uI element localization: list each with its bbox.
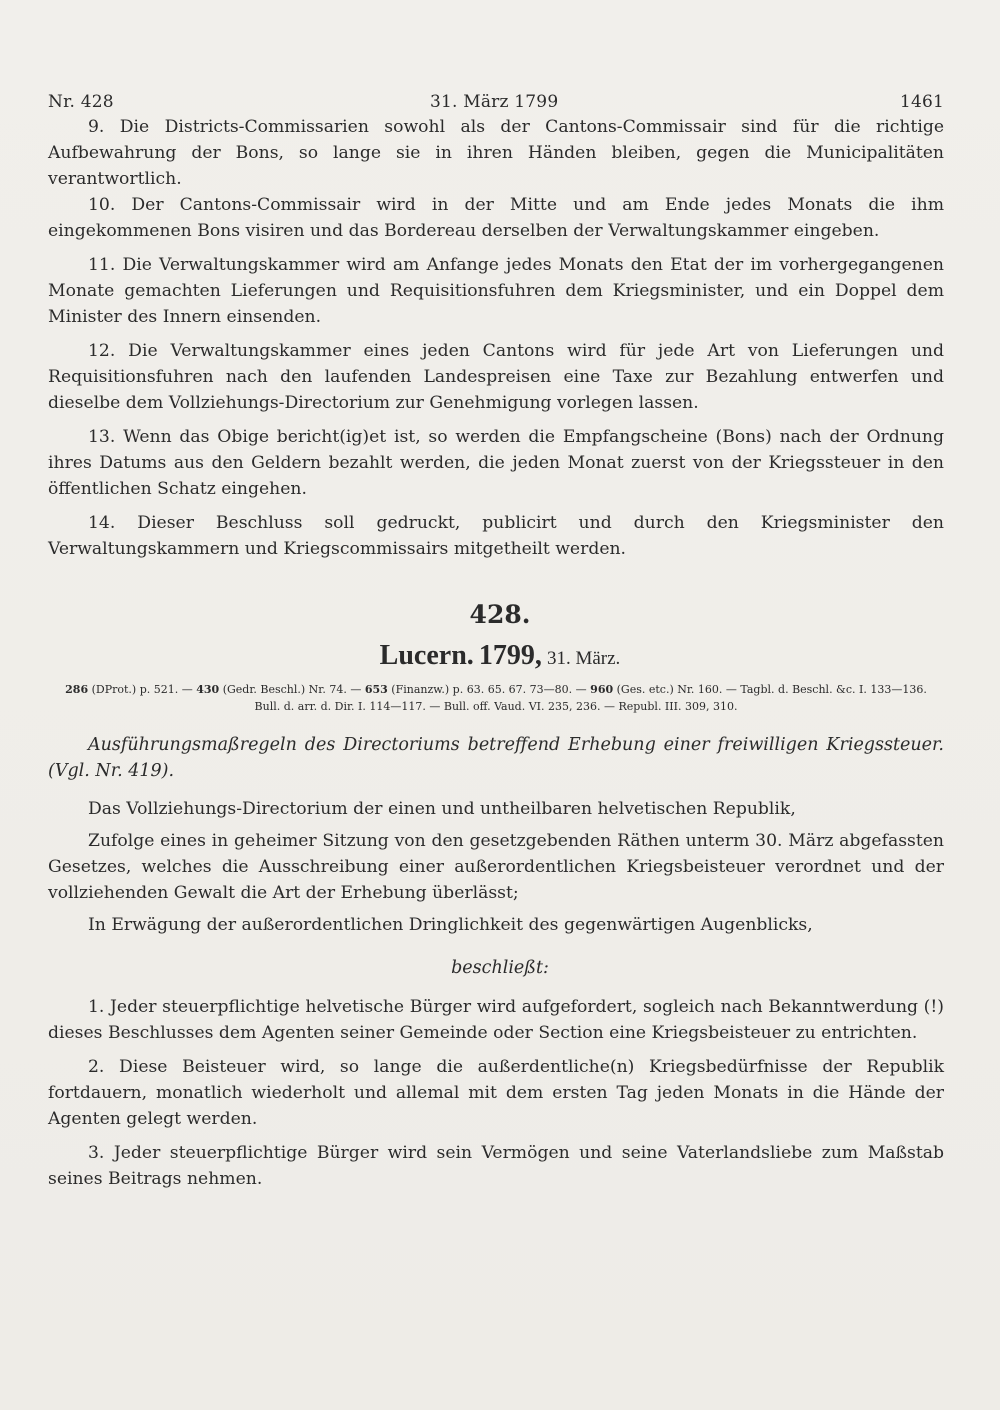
header-document-number: Nr. 428 — [48, 92, 114, 112]
ref-text: (Finanzw.) p. 63. 65. 67. 73—80. — — [387, 683, 591, 696]
section-place-date — [0, 640, 1000, 672]
preamble-2: Zufolge eines in geheimer Sitzung von den gesetzgebenden Räthen unterm 30. März abgefassten Gesetzes, welches die Ausschreibung einer außerordentlichen Kriegsbeisteuer verordnet und der vollziehenden Gewalt die Art der Erhebung überlässt; — [48, 831, 944, 903]
header-date: 31. März 1799 — [430, 92, 559, 112]
section-place: Lucern. — [379, 640, 474, 671]
ref-text: (Ges. etc.) Nr. 160. — Tagbl. d. Beschl. &c. I. 133—136. — [613, 683, 927, 696]
paragraph-13: 13. Wenn das Obige bericht(ig)et ist, so werden die Empfangscheine (Bons) nach der Ordnung ihres Datums aus den Geldern bezahlt werden, die jeden Monat zuerst von der Kriegssteuer in den öffentlichen Schatz eingehen. — [48, 427, 944, 499]
paragraph-11: 11. Die Verwaltungskammer wird am Anfange jedes Monats den Etat der im vorhergegangenen Monate gemachten Lieferungen und Requisitionsfuhren dem Kriegsminister, und ein Doppel dem Minister des Innern einsenden. — [48, 255, 944, 327]
ref-number: 286 — [65, 683, 89, 696]
article-2: 2. Diese Beisteuer wird, so lange die außerdentliche(n) Kriegsbedürfnisse der Republik fortdauern, monatlich wiederholt und allemal mit dem ersten Tag jeden Monats in die Hände der Agenten gelegt werden. — [48, 1057, 944, 1129]
paragraph-9: 9. Die Districts-Commissarien sowohl als der Cantons-Commissair sind für die richtige Aufbewahrung der Bons, so lange sie in ihren Händen bleiben, gegen die Municipalitäten verantwortlich. — [48, 117, 944, 189]
section-title: Ausführungsmaßregeln des Directoriums betreffend Erhebung einer freiwilligen Kriegssteuer. (Vgl. Nr. 419). — [48, 735, 944, 781]
references-line-1 — [48, 681, 944, 698]
paragraph-12: 12. Die Verwaltungskammer eines jeden Cantons wird für jede Art von Lieferungen und Requisitionsfuhren nach den laufenden Landespreisen eine Taxe zur Bezahlung entwerfen und dieselbe dem Vollziehungs-Directorium zur Genehmigung vorlegen lassen. — [48, 341, 944, 413]
references-line-2: Bull. d. arr. d. Dir. I. 114—117. — Bull. off. Vaud. VI. 235, 236. — Republ. III. 309, 310. — [254, 700, 738, 713]
header-page-number: 1461 — [899, 92, 944, 112]
preamble-1: Das Vollziehungs-Directorium der einen und untheilbaren helvetischen Republik, — [88, 799, 796, 819]
ref-text: (DProt.) p. 521. — — [88, 683, 197, 696]
references — [48, 681, 944, 715]
section-number: 428. — [469, 600, 531, 629]
section-year: 1799, — [478, 640, 542, 671]
paragraph-14: 14. Dieser Beschluss soll gedruckt, publicirt und durch den Kriegsminister den Verwaltungskammern und Kriegscommissairs mitgetheilt werden. — [48, 513, 944, 559]
ref-number: 960 — [590, 683, 614, 696]
article-1: 1. Jeder steuerpflichtige helvetische Bürger wird aufgefordert, sogleich nach Bekanntwerdung (!) dieses Beschlusses dem Agenten seiner Gemeinde oder Section eine Kriegsbeisteuer zu entrichten. — [48, 997, 944, 1043]
section-date: 31. März. — [546, 648, 621, 669]
resolution-heading: beschließt: — [451, 958, 549, 978]
ref-number: 653 — [364, 683, 388, 696]
ref-number: 430 — [196, 683, 220, 696]
article-3: 3. Jeder steuerpflichtige Bürger wird sein Vermögen und seine Vaterlandsliebe zum Maßstab seines Beitrags nehmen. — [48, 1143, 944, 1189]
preamble-3: In Erwägung der außerordentlichen Dringlichkeit des gegenwärtigen Augenblicks, — [88, 915, 813, 935]
ref-text: (Gedr. Beschl.) Nr. 74. — — [219, 683, 365, 696]
paragraph-10: 10. Der Cantons-Commissair wird in der Mitte und am Ende jedes Monats die ihm eingekommenen Bons visiren und das Bordereau derselben der Verwaltungskammer eingeben. — [48, 195, 944, 241]
